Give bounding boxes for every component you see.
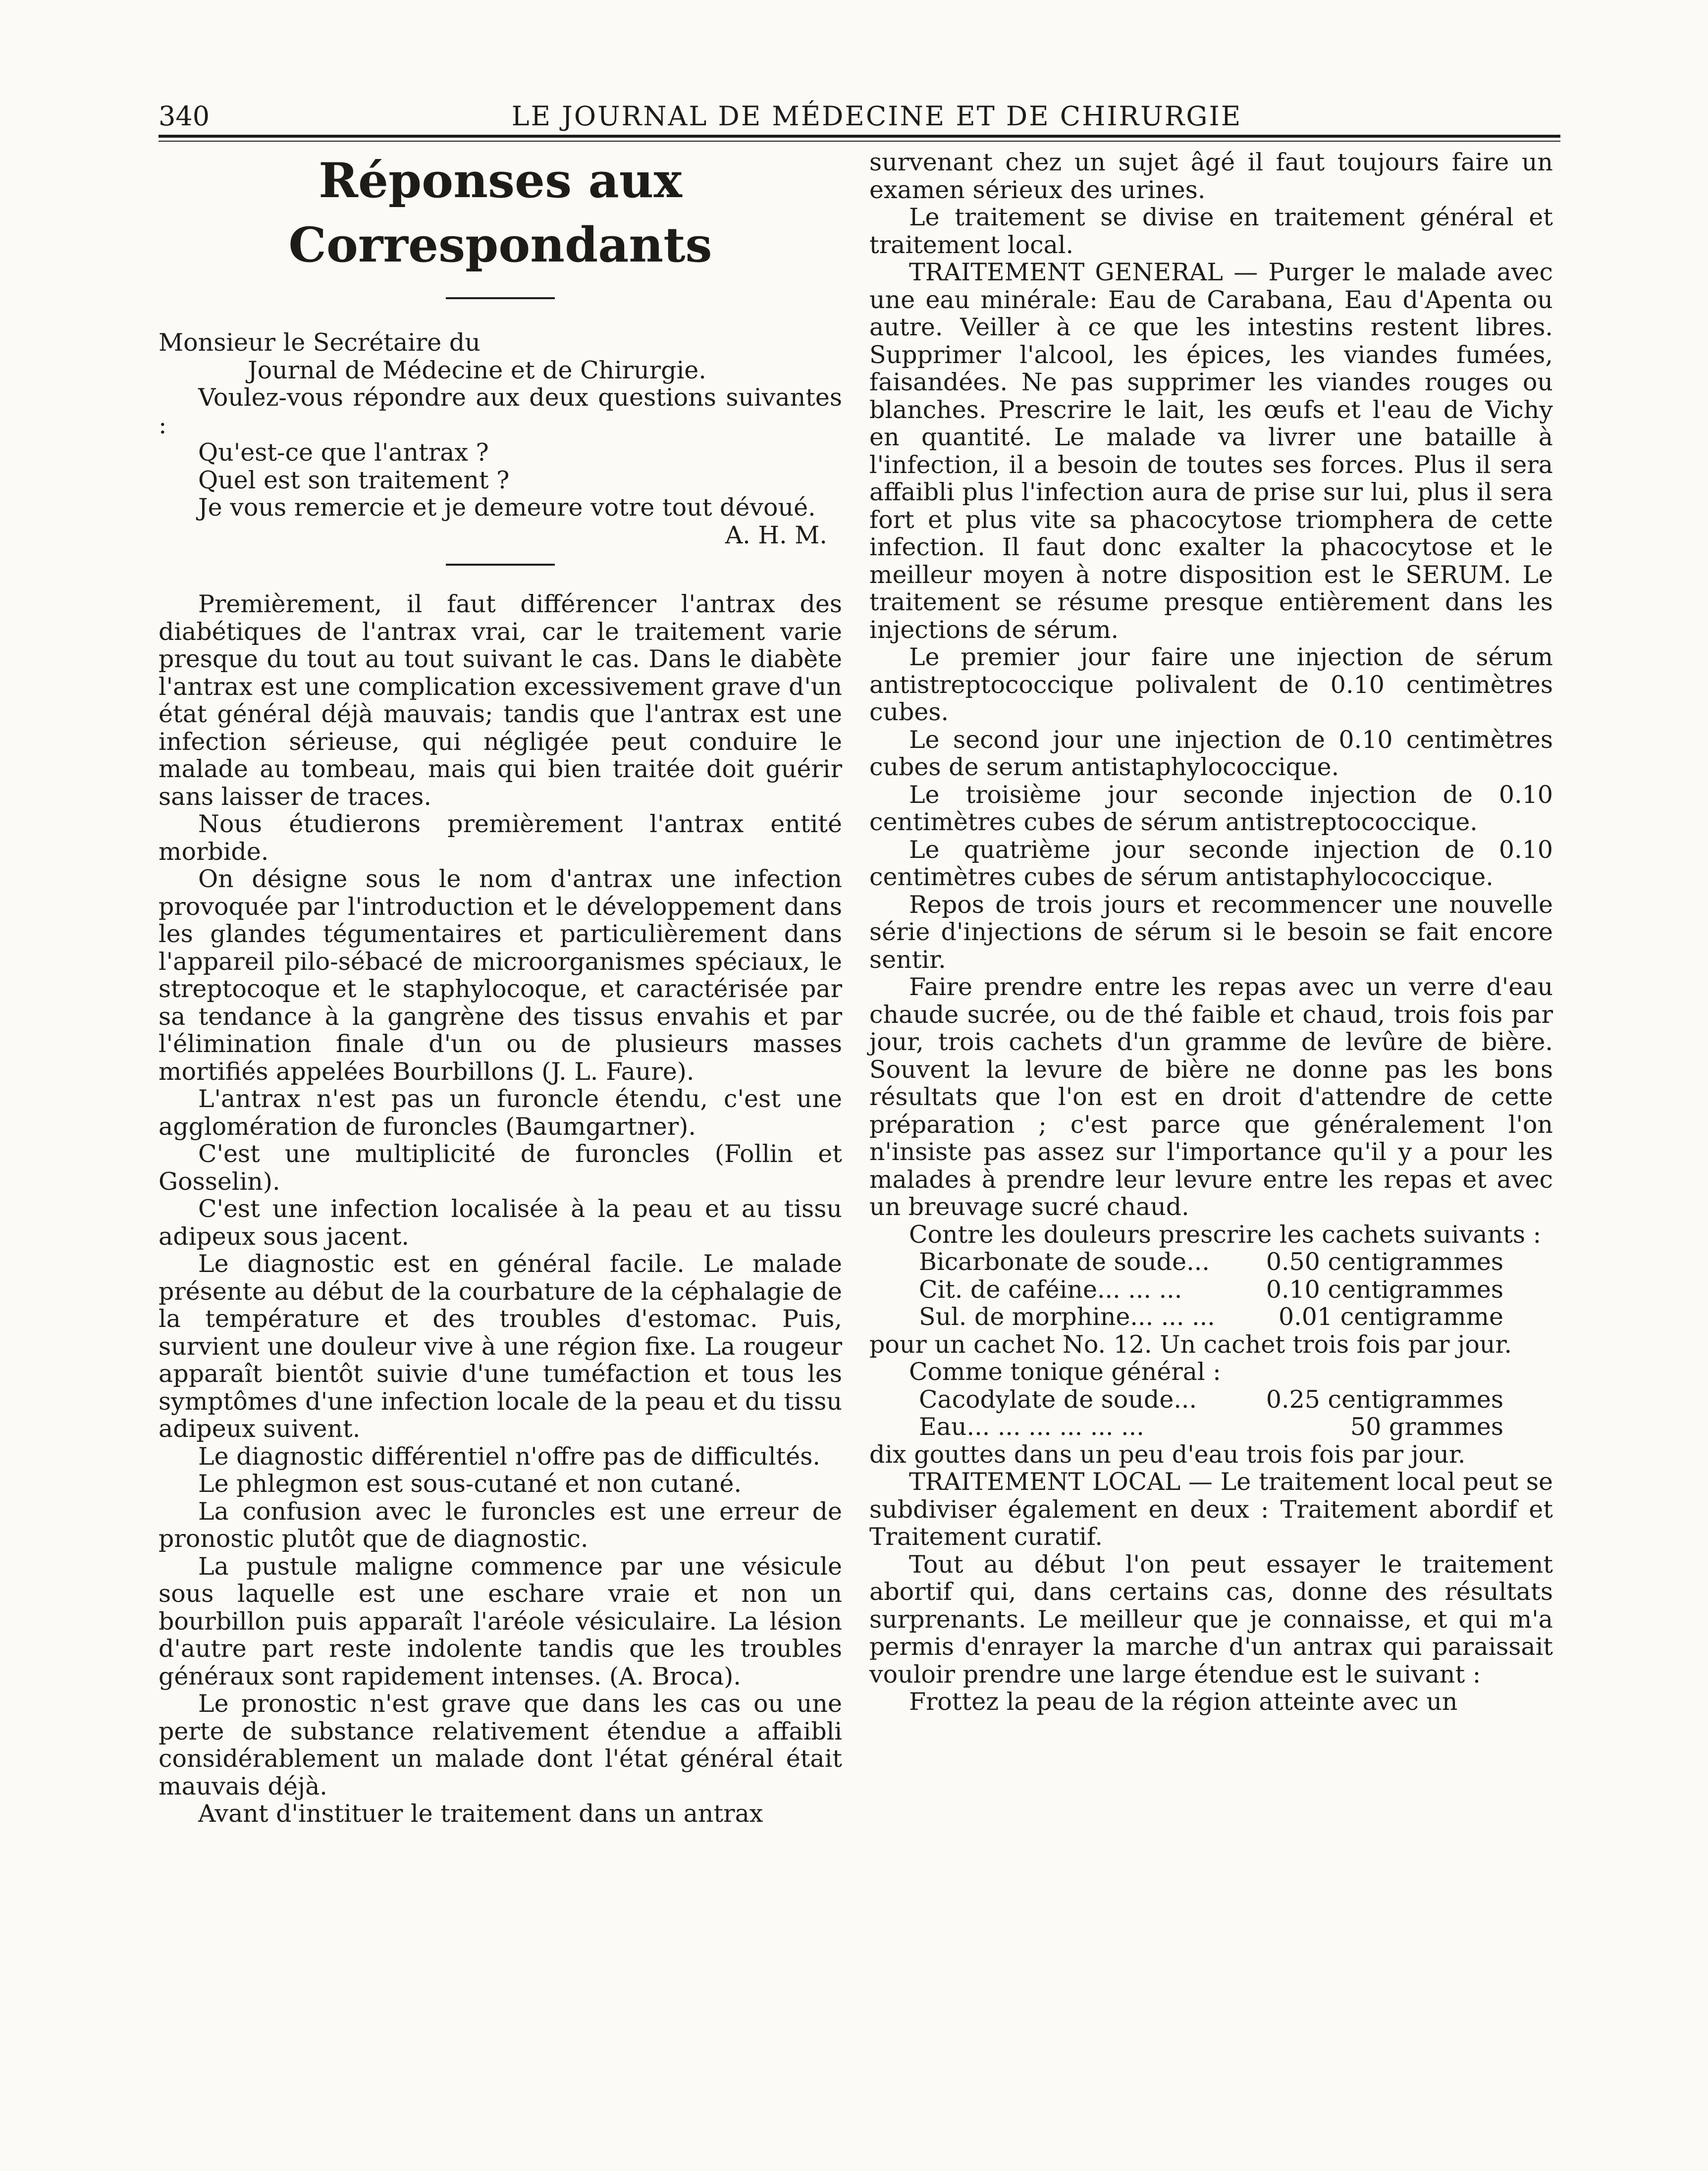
body-paragraph: Frottez la peau de la région atteinte avec un	[909, 1688, 1458, 1716]
header-rule-thick	[159, 135, 1560, 138]
prescription-item: Cit. de caféine... ... ...	[919, 1275, 1182, 1304]
header-rule-thin	[159, 141, 1560, 142]
prescription-item: Sul. de morphine... ... ...	[919, 1303, 1215, 1331]
prescription-line	[869, 1386, 1553, 1414]
letter-address-line2: Journal de Médecine et de Chirurgie.	[248, 356, 706, 384]
letter-question: Quel est son traitement ?	[198, 466, 510, 494]
article-title: Réponses aux Correspondants	[288, 153, 712, 273]
title-rule	[446, 297, 555, 299]
body-paragraph: Avant d'instituer le traitement dans un antrax	[198, 1800, 763, 1828]
prescription-dose: 0.01 centigramme	[1279, 1303, 1503, 1331]
body-paragraph: Le premier jour faire une injection de sérum antistreptococcique polivalent de 0.10 centimètres cubes.	[869, 643, 1553, 726]
body-paragraph: La pustule maligne commence par une vésicule sous laquelle est une eschare vraie et non un bourbillon puis apparaît l'aréole vésiculaire. La lésion d'autre part reste indolente tandis que les troubles généraux sont rapidement intenses. (A. Broca).	[159, 1552, 842, 1691]
body-paragraph: Nous étudierons premièrement l'antrax entité morbide.	[159, 810, 842, 866]
body-paragraph: Faire prendre entre les repas avec un verre d'eau chaude sucrée, ou de thé faible et chaud, trois fois par jour, trois cachets d'un gramme de levûre de bière. Souvent la levure de bière ne donne pas les bons résultats que l'on est en droit d'attendre de cette préparation ; c'est parce que généralement l'on n'insiste pas assez sur l'importance qu'il y a pour les malades à prendre leur levure entre les repas et avec un breuvage sucré chaud.	[869, 973, 1553, 1221]
letter-paragraph: Je vous remercie et je demeure votre tout dévoué.	[198, 493, 816, 522]
prescription-item: Cacodylate de soude...	[919, 1385, 1197, 1414]
prescription-dose: 0.25 centigrammes	[1266, 1385, 1503, 1414]
prescription-line	[869, 1276, 1553, 1304]
prescription-line	[869, 1303, 1553, 1331]
running-title: LE JOURNAL DE MÉDECINE ET DE CHIRURGIE	[511, 101, 1242, 132]
body-paragraph: Contre les douleurs prescrire les cachets suivants :	[909, 1220, 1542, 1249]
prescription-item: Eau... ... ... ... ... ...	[919, 1413, 1144, 1441]
letter-address-line1: Monsieur le Secrétaire du	[159, 328, 480, 357]
letter-paragraph: Voulez-vous répondre aux deux questions suivantes :	[159, 383, 842, 439]
body-paragraph: pour un cachet No. 12. Un cachet trois fois par jour.	[869, 1330, 1512, 1359]
left-column	[159, 149, 842, 1828]
body-paragraph: Repos de trois jours et recommencer une nouvelle série d'injections de sérum si le besoin se fait encore sentir.	[869, 890, 1553, 974]
body-paragraph: Le phlegmon est sous-cutané et non cutané.	[198, 1470, 742, 1498]
prescription-item: Bicarbonate de soude...	[919, 1248, 1210, 1276]
page-header	[159, 102, 1560, 131]
body-paragraph: Le traitement se divise en traitement général et traitement local.	[869, 203, 1553, 259]
body-paragraph: Le second jour une injection de 0.10 centimètres cubes de serum antistaphylococcique.	[869, 725, 1553, 781]
prescription-dose: 0.50 centigrammes	[1266, 1248, 1503, 1276]
page-number: 340	[159, 101, 210, 132]
body-paragraph: C'est une multiplicité de furoncles (Follin et Gosselin).	[159, 1140, 842, 1196]
body-paragraph: dix gouttes dans un peu d'eau trois fois par jour.	[869, 1440, 1466, 1469]
section-general-paragraph: TRAITEMENT GENERAL — Purger le malade avec une eau minérale: Eau de Carabana, Eau d'Apenta ou autre. Veiller à ce que les intestins restent libres. Supprimer l'alcool, les épices, les viandes fumées, faisandées. Ne pas supprimer les viandes rouges ou blanches. Prescrire le lait, les œufs et l'eau de Vichy en quantité. Le malade va livrer une bataille à l'infection, il a besoin de toutes ses forces. Plus il sera affaibli plus l'infection aura de prise sur lui, plus il sera fort et plus vite sa phacocytose triomphera de cette infection. Il faut donc exalter la phacocytose et le meilleur moyen à notre disposition est le SERUM. Le traitement se résume presque entièrement dans les injections de sérum.	[869, 258, 1553, 644]
body-paragraph: Le quatrième jour seconde injection de 0.10 centimètres cubes de sérum antistaphylococcique.	[869, 835, 1553, 891]
body-paragraph: Comme tonique général :	[909, 1358, 1221, 1386]
letter-question: Qu'est-ce que l'antrax ?	[198, 438, 489, 467]
prescription-2	[869, 1386, 1553, 1441]
body-paragraph: Le pronostic n'est grave que dans les cas ou une perte de substance relativement étendue a affaibli considérablement un malade dont l'état général était mauvais déjà.	[159, 1690, 842, 1800]
body-paragraph: L'antrax n'est pas un furoncle étendu, c'est une agglomération de furoncles (Baumgartner).	[159, 1085, 842, 1141]
body-paragraph: Le troisième jour seconde injection de 0.10 centimètres cubes de sérum antistreptococcique.	[869, 780, 1553, 836]
right-column	[869, 149, 1553, 1716]
prescription-1	[869, 1248, 1553, 1331]
body-paragraph: La confusion avec le furoncles est une erreur de pronostic plutôt que de diagnostic.	[159, 1497, 842, 1553]
prescription-line	[869, 1248, 1553, 1276]
letter-signature: A. H. M.	[725, 521, 827, 549]
letter-rule	[446, 564, 555, 566]
body-paragraph: Tout au début l'on peut essayer le traitement abortif qui, dans certains cas, donne des résultats surprenants. Le meilleur que je connaisse, et qui m'a permis d'enrayer la marche d'un antrax qui paraissait vouloir prendre une large étendue est le suivant :	[869, 1550, 1553, 1689]
prescription-dose: 50 grammes	[1350, 1413, 1503, 1441]
body-paragraph: C'est une infection localisée à la peau et au tissu adipeux sous jacent.	[159, 1195, 842, 1251]
prescription-dose: 0.10 centigrammes	[1266, 1275, 1503, 1304]
body-paragraph: Le diagnostic est en général facile. Le malade présente au début de la courbature de la céphalagie de la température et des troubles d'estomac. Puis, survient une douleur vive à une région fixe. La rougeur apparaît bientôt suivie d'une tuméfaction et tous les symptômes d'une infection locale de la peau et du tissu adipeux suivent.	[159, 1250, 842, 1443]
prescription-line	[869, 1413, 1553, 1441]
body-paragraph: Le diagnostic différentiel n'offre pas de difficultés.	[198, 1442, 820, 1471]
body-paragraph: On désigne sous le nom d'antrax une infection provoquée par l'introduction et le développement dans les glandes tégumentaires et particulièrement dans l'appareil pilo-sébacé de microorganismes spéciaux, le streptocoque et le staphylocoque, et caractérisée par sa tendance à la gangrène des tissus envahis et par l'élimination finale d'un ou de plusieurs masses mortifiés appelées Bourbillons (J. L. Faure).	[159, 865, 842, 1086]
body-paragraph: Premièrement, il faut différencer l'antrax des diabétiques de l'antrax vrai, car le traitement varie presque du tout au tout suivant le cas. Dans le diabète l'antrax est une complication excessivement grave d'un état général déjà mauvais; tandis que l'antrax est une infection sérieuse, qui négligée peut conduire le malade au tombeau, mais qui bien traitée doit guérir sans laisser de traces.	[159, 590, 842, 811]
section-local-paragraph: TRAITEMENT LOCAL — Le traitement local peut se subdiviser également en deux : Traitement abordif et Traitement curatif.	[869, 1468, 1553, 1551]
body-paragraph: survenant chez un sujet âgé il faut toujours faire un examen sérieux des urines.	[869, 148, 1553, 204]
